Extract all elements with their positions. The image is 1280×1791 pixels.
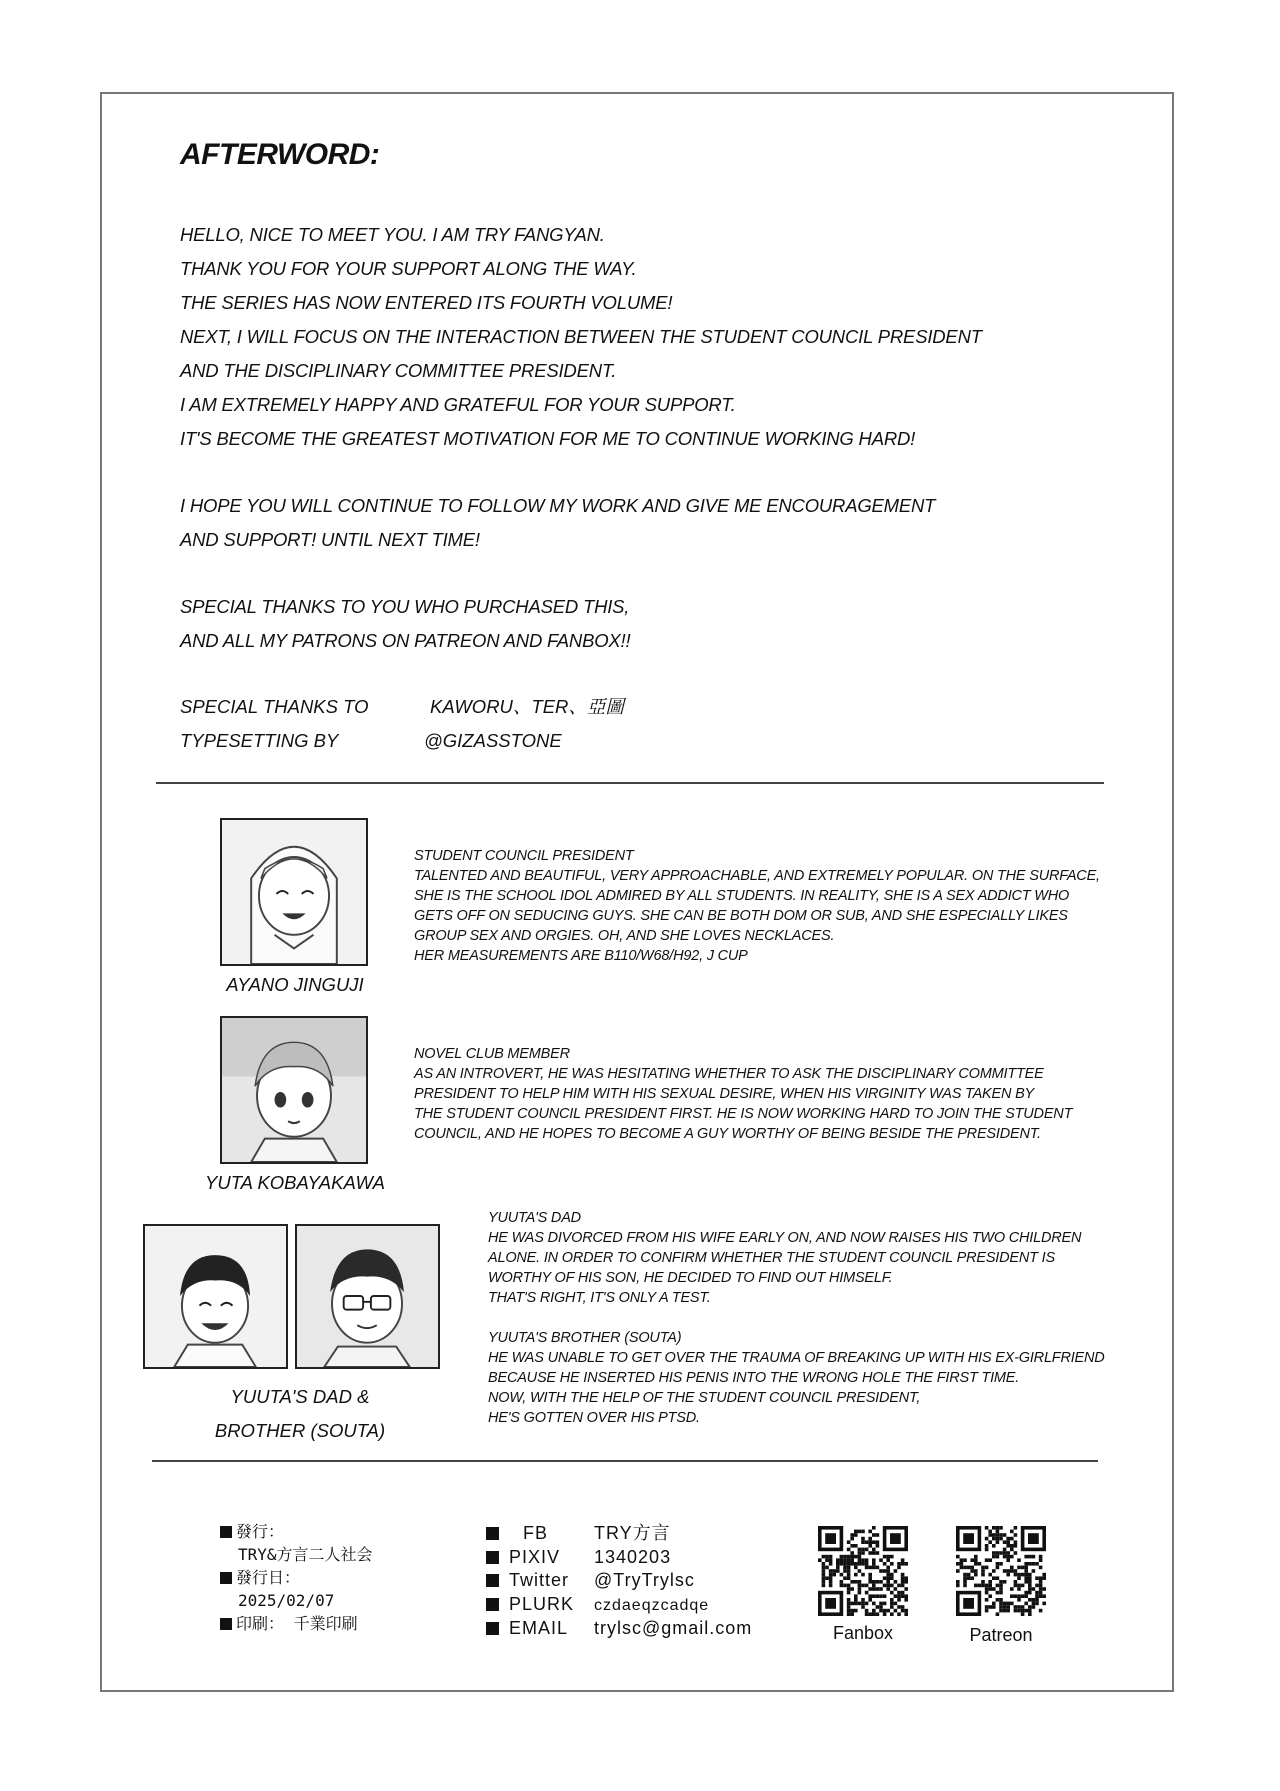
desc-line: COUNCIL, AND HE HOPES TO BECOME A GUY WORTHY OF BEING BESIDE THE PRESIDENT. xyxy=(414,1126,1041,1142)
yuta-portrait xyxy=(220,1016,368,1164)
colophon-row xyxy=(220,1612,373,1635)
desc-line: HE WAS DIVORCED FROM HIS WIFE EARLY ON, AND NOW RAISES HIS TWO CHILDREN xyxy=(488,1230,1082,1246)
date-value: 2025/02/07 xyxy=(238,1591,335,1610)
bullet-square-icon xyxy=(486,1527,499,1540)
text-line: THE SERIES HAS NOW ENTERED ITS FOURTH VOLUME! xyxy=(180,292,673,313)
qr-caption: Patreon xyxy=(969,1625,1033,1645)
contact-value: 1340203 xyxy=(594,1546,672,1567)
bullet-square-icon xyxy=(486,1622,499,1635)
credit-label: TYPESETTING BY xyxy=(180,730,339,751)
contact-row xyxy=(486,1546,752,1570)
dad-portrait-illustration xyxy=(145,1226,286,1367)
ayano-portrait xyxy=(220,818,368,966)
credit-value: KAWORU、TER、亞圖 xyxy=(430,696,624,717)
character-name: YUTA KOBAYAKAWA xyxy=(205,1172,385,1193)
contact-row xyxy=(486,1522,752,1546)
name-line: YUUTA'S DAD & xyxy=(230,1386,370,1407)
character-description xyxy=(414,846,1100,966)
contact-label: Twitter xyxy=(509,1570,570,1590)
credits xyxy=(180,690,624,758)
colophon xyxy=(220,1520,373,1635)
printer-label: 印刷： xyxy=(236,1614,285,1633)
patreon-qr-code[interactable] xyxy=(956,1526,1046,1616)
section-divider xyxy=(152,1460,1098,1462)
desc-line: THE STUDENT COUNCIL PRESIDENT FIRST. HE IS NOW WORKING HARD TO JOIN THE STUDENT xyxy=(414,1106,1073,1122)
desc-line xyxy=(488,1308,1105,1328)
desc-line: THAT'S RIGHT, IT'S ONLY A TEST. xyxy=(488,1290,711,1306)
desc-line: HE'S GOTTEN OVER HIS PTSD. xyxy=(488,1410,700,1426)
credit-row xyxy=(180,690,624,724)
bullet-square-icon xyxy=(220,1526,232,1538)
text-line: IT'S BECOME THE GREATEST MOTIVATION FOR ME TO CONTINUE WORKING HARD! xyxy=(180,428,916,449)
desc-line: GETS OFF ON SEDUCING GUYS. SHE CAN BE BOTH DOM OR SUB, AND SHE ESPECIALLY LIKES xyxy=(414,908,1068,924)
desc-line: STUDENT COUNCIL PRESIDENT xyxy=(414,848,634,864)
bullet-square-icon xyxy=(486,1598,499,1611)
text-line: AND ALL MY PATRONS ON PATREON AND FANBOX!! xyxy=(180,630,631,651)
text-line: AND THE DISCIPLINARY COMMITTEE PRESIDENT. xyxy=(180,360,617,381)
contact-value: czdaeqzcadqe xyxy=(594,1596,710,1614)
contact-value: trylsc@gmail.com xyxy=(594,1618,753,1638)
desc-line: BECAUSE HE INSERTED HIS PENIS INTO THE WRONG HOLE THE FIRST TIME. xyxy=(488,1370,1020,1386)
contact-value: @TryTrylsc xyxy=(594,1570,695,1590)
character-description xyxy=(488,1208,1105,1428)
afterword-paragraph-2 xyxy=(180,489,935,557)
text-line: I AM EXTREMELY HAPPY AND GRATEFUL FOR YOUR SUPPORT. xyxy=(180,394,736,415)
qr-caption: Fanbox xyxy=(832,1623,894,1643)
contact-row xyxy=(486,1593,752,1618)
text-line: AND SUPPORT! UNTIL NEXT TIME! xyxy=(180,529,480,550)
colophon-row xyxy=(220,1520,373,1543)
contact-row xyxy=(486,1569,752,1593)
character-name: AYANO JINGUJI xyxy=(226,974,364,995)
bullet-square-icon xyxy=(486,1551,499,1564)
credit-row xyxy=(180,724,624,758)
afterword-paragraph-1 xyxy=(180,218,982,456)
desc-line: TALENTED AND BEAUTIFUL, VERY APPROACHABLE, AND EXTREMELY POPULAR. ON THE SURFACE, xyxy=(414,868,1100,884)
desc-line: HER MEASUREMENTS ARE B110/W68/H92, J CUP xyxy=(414,948,748,964)
contact-label: EMAIL xyxy=(509,1618,569,1638)
text-line: HELLO, NICE TO MEET YOU. I AM TRY FANGYAN. xyxy=(180,224,605,245)
bullet-square-icon xyxy=(220,1572,232,1584)
text-line: I HOPE YOU WILL CONTINUE TO FOLLOW MY WORK AND GIVE ME ENCOURAGEMENT xyxy=(180,495,936,516)
fanbox-qr-code[interactable] xyxy=(818,1526,908,1616)
qr-code-icon xyxy=(818,1526,908,1616)
date-label: 發行日： xyxy=(236,1568,301,1587)
contact-value: TRY方言 xyxy=(594,1523,671,1543)
qr-code-icon xyxy=(956,1526,1046,1616)
yuta-portrait-illustration xyxy=(222,1018,366,1162)
contact-row xyxy=(486,1617,752,1641)
desc-line: AS AN INTROVERT, HE WAS HESITATING WHETHER TO ASK THE DISCIPLINARY COMMITTEE xyxy=(414,1066,1044,1082)
afterword-title: AFTERWORD: xyxy=(180,138,380,171)
desc-line: HE WAS UNABLE TO GET OVER THE TRAUMA OF BREAKING UP WITH HIS EX-GIRLFRIEND xyxy=(488,1350,1105,1366)
brother-portrait-illustration xyxy=(297,1226,438,1367)
text-line: THANK YOU FOR YOUR SUPPORT ALONG THE WAY. xyxy=(180,258,637,279)
text-line: SPECIAL THANKS TO YOU WHO PURCHASED THIS, xyxy=(180,596,630,617)
bullet-square-icon xyxy=(220,1618,232,1630)
contact-label: PIXIV xyxy=(509,1546,561,1567)
section-divider xyxy=(156,782,1104,784)
desc-line: ALONE. IN ORDER TO CONFIRM WHETHER THE STUDENT COUNCIL PRESIDENT IS xyxy=(488,1250,1055,1266)
colophon-row xyxy=(220,1566,373,1589)
desc-line: YUUTA'S BROTHER (SOUTA) xyxy=(488,1330,682,1346)
desc-line: PRESIDENT TO HELP HIM WITH HIS SEXUAL DESIRE, WHEN HIS VIRGINITY WAS TAKEN BY xyxy=(414,1086,1035,1102)
desc-line: WORTHY OF HIS SON, HE DECIDED TO FIND OUT HIMSELF. xyxy=(488,1270,893,1286)
publisher-label: 發行： xyxy=(236,1522,285,1541)
ayano-portrait-illustration xyxy=(222,820,366,964)
contact-list xyxy=(486,1522,752,1641)
contact-label: PLURK xyxy=(509,1593,575,1614)
desc-line: NOW, WITH THE HELP OF THE STUDENT COUNCIL PRESIDENT, xyxy=(488,1390,921,1406)
desc-line: GROUP SEX AND ORGIES. OH, AND SHE LOVES NECKLACES. xyxy=(414,928,835,944)
character-name xyxy=(180,1380,420,1448)
afterword-paragraph-3 xyxy=(180,590,630,658)
desc-line: YUUTA'S DAD xyxy=(488,1210,581,1226)
desc-line: NOVEL CLUB MEMBER xyxy=(414,1046,570,1062)
publisher-value: TRY&方言二人社会 xyxy=(238,1545,373,1564)
desc-line: SHE IS THE SCHOOL IDOL ADMIRED BY ALL STUDENTS. IN REALITY, SHE IS A SEX ADDICT WHO xyxy=(414,888,1070,904)
credit-value: @GIZASSTONE xyxy=(424,730,562,751)
bullet-square-icon xyxy=(486,1574,499,1587)
character-description xyxy=(414,1044,1072,1144)
brother-portrait xyxy=(295,1224,440,1369)
credit-label: SPECIAL THANKS TO xyxy=(180,696,369,717)
dad-portrait xyxy=(143,1224,288,1369)
name-line: BROTHER (SOUTA) xyxy=(214,1420,386,1441)
text-line: NEXT, I WILL FOCUS ON THE INTERACTION BETWEEN THE STUDENT COUNCIL PRESIDENT xyxy=(180,326,982,347)
printer-value: 千業印刷 xyxy=(293,1614,358,1633)
contact-label: FB xyxy=(523,1523,549,1543)
